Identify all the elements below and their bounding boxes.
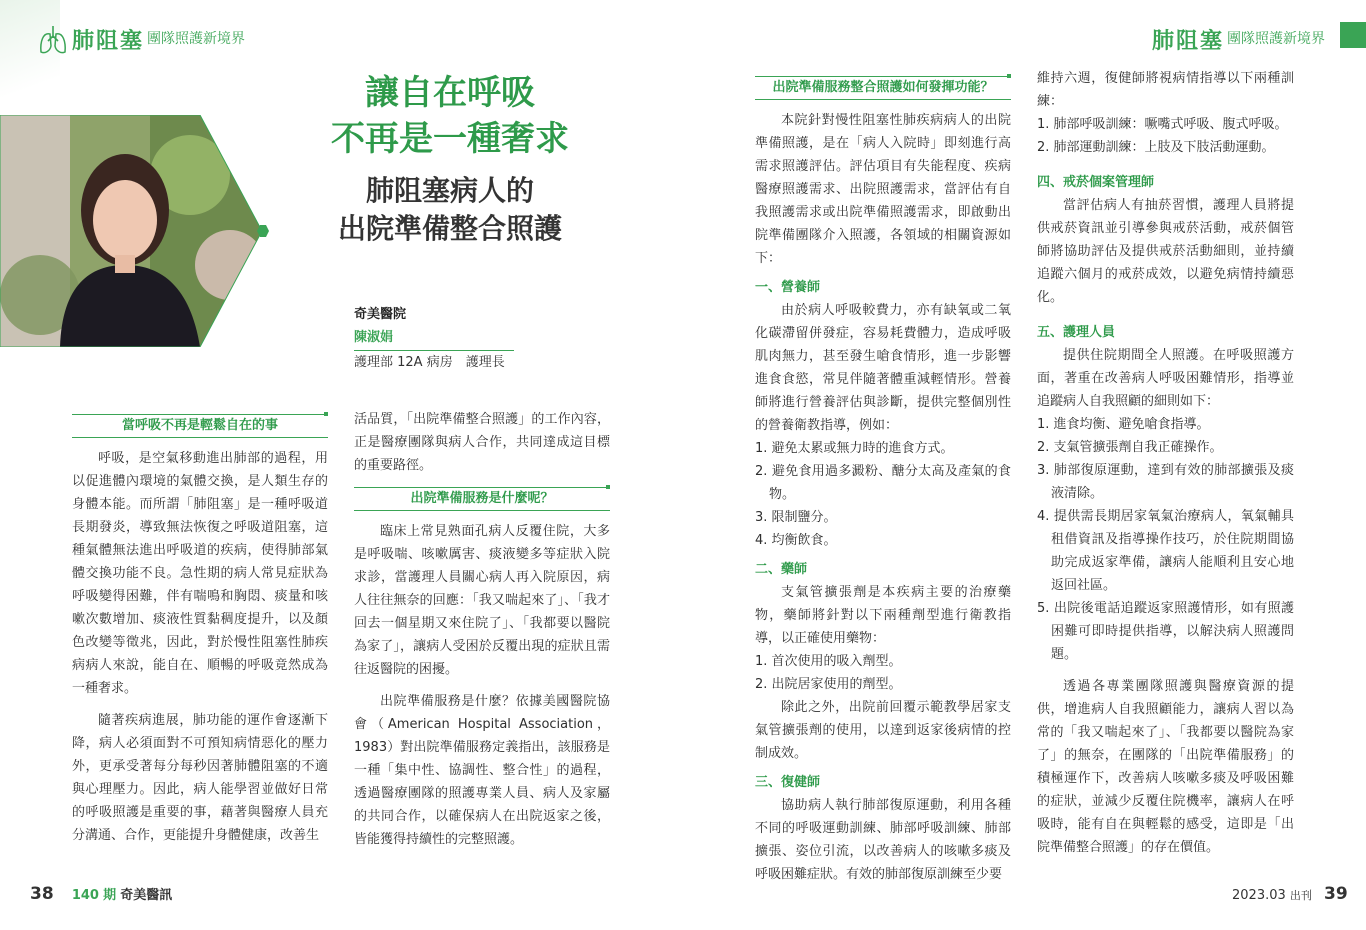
author-name: 陳淑娟 — [354, 326, 514, 351]
paragraph: 由於病人呼吸較費力，亦有缺氧或二氧化碳滯留併發症，容易耗費體力，造成呼吸肌肉無力，甚至發生嗆食情形，進一步影響進食食慾，常見伴隨著體重減輕情形。營養師將進行營養評估與診斷，提供完整個別性的營養衛教指導，例如： — [755, 303, 1011, 433]
subtitle-line-2: 出院準備整合照護 — [337, 212, 562, 245]
author-photo — [0, 115, 262, 347]
left-header — [0, 20, 300, 60]
section-heading: 出院準備服務是什麼呢？ — [354, 487, 610, 511]
title-line-2: 不再是一種奢求 — [331, 119, 569, 159]
author-title: 護理部 12A 病房 護理長 — [354, 355, 505, 370]
list-item: 3. 限制鹽分。 — [755, 510, 837, 525]
footer-left — [30, 884, 172, 904]
list-item: 1. 避免太累或無力時的進食方式。 — [755, 441, 954, 456]
subheading-nurses: 五、護理人員 — [1037, 325, 1116, 340]
paragraph: 出院準備服務是什麼？依據美國醫院協會（American Hospital Association，1983）對出院準備服務定義指出，該服務是一種「集中性、協調性、整合性」的過程，透過醫療團隊的照護專業人員、病人及家屬的共同合作，以確保病人在出院返家之後，皆能獲得持續性的完整照護。 — [354, 694, 610, 847]
brand-title: 肺阻塞 — [72, 28, 145, 54]
subheading-smoking: 四、戒菸個案管理師 — [1037, 175, 1155, 190]
column-3 — [755, 70, 1011, 886]
list-item: 1. 進食均衡、避免嗆食指導。 — [1037, 417, 1210, 432]
column-4 — [1037, 67, 1294, 859]
issue-number: 140 — [71, 888, 99, 903]
author-org: 奇美醫院 — [354, 307, 407, 322]
section-heading: 當呼吸不再是輕鬆自在的事 — [72, 414, 328, 438]
publish-date: 2023.03 — [1232, 888, 1286, 903]
paragraph: 臨床上常見熟面孔病人反覆住院，大多是呼吸喘、咳嗽厲害、痰液變多等症狀入院求診，當護理人員關心病人再入院原因，病人往往無奈的回應：「我又喘起來了」、「我才回去一個星期又來住院了」、「我都要以醫院為家了」，讓病人受困於反覆出現的症狀且需往返醫院的困擾。 — [354, 524, 610, 677]
brand-title-right: 肺阻塞 — [1152, 28, 1225, 54]
paragraph: 協助病人執行肺部復原運動，利用各種不同的呼吸運動訓練、肺部呼吸訓練、肺部擴張、姿位引流，以改善病人的咳嗽多痰及呼吸困難症狀。有效的肺部復原訓練至少要 — [755, 798, 1011, 882]
subheading-dietitian: 一、營養師 — [755, 280, 821, 295]
paragraph: 維持六週，復健師將視病情指導以下兩種訓練： — [1037, 71, 1294, 109]
paragraph: 隨著疾病進展，肺功能的運作會逐漸下降，病人必須面對不可預知病情惡化的壓力外，更承受著每分每秒因著肺體阻塞的不適與心理壓力。因此，病人能學習並做好日常的呼吸照護是重要的事，藉著與醫療人員充分溝通、合作，更能提升身體健康，改善生 — [72, 713, 328, 843]
page-number-right: 39 — [1324, 884, 1348, 904]
subtitle-line-1: 肺阻塞病人的 — [365, 174, 534, 207]
publish-unit: 出刊 — [1289, 889, 1312, 902]
footer-right — [1232, 884, 1348, 904]
paragraph: 支氣管擴張劑是本疾病主要的治療藥物，藥師將針對以下兩種劑型進行衛教指導，以正確使用藥物： — [755, 585, 1011, 646]
paragraph: 提供住院期間全人照護。在呼吸照護方面，著重在改善病人呼吸困難情形，指導並追蹤病人自我照顧的細則如下： — [1037, 348, 1294, 409]
lung-icon — [38, 24, 68, 56]
author-block — [354, 303, 514, 374]
column-2 — [354, 408, 610, 851]
list-item: 1. 首次使用的吸入劑型。 — [755, 654, 902, 669]
paragraph: 本院針對慢性阻塞性肺疾病病人的出院準備照護，是在「病人入院時」即刻進行高需求照護評估。評估項目有失能程度、疾病醫療照護需求、出院照護需求，當評估有自我照護需求或出院準備照護需求，即啟動出院準備團隊介入照護，各領域的相關資源如下： — [755, 113, 1011, 266]
paragraph: 呼吸，是空氣移動進出肺部的過程，用以促進體內環境的氣體交換，是人類生存的身體本能。而所謂「肺阻塞」是一種呼吸道長期發炎，導致無法恢復之呼吸道阻塞，這種氣體無法進出呼吸道的疾病，使得肺部氣體交換功能不良。急性期的病人常見症狀為呼吸變得困難，伴有喘鳴和胸悶、痰量和咳嗽次數增加、痰液性質黏稠度提升，以及顏色改變等徵兆，因此，對於慢性阻塞性肺疾病病人來說，能自在、順暢的呼吸竟然成為一種奢求。 — [72, 451, 328, 696]
list-item: 2. 出院居家使用的劑型。 — [755, 677, 902, 692]
list-item: 4. 提供需長期居家氧氣治療病人，氧氣輔具租借資訊及指導操作技巧，於住院期間協助完成返家準備，讓病人能順利且安心地返回社區。 — [1037, 509, 1294, 593]
paragraph: 當評估病人有抽菸習慣，護理人員將提供戒菸資訊並引導參與戒菸活動，戒菸個管師將協助評估及提供戒菸活動細則，並持續追蹤六個月的戒菸成效，以避免病情持續惡化。 — [1037, 198, 1294, 305]
header-accent-bar — [1340, 22, 1366, 48]
magazine-name: 奇美醫訊 — [120, 888, 173, 903]
subheading-rehab: 三、復健師 — [755, 775, 821, 790]
paragraph: 除此之外，出院前回覆示範教學居家支氣管擴張劑的使用，以達到返家後病情的控制成效。 — [755, 700, 1011, 761]
list-item: 1. 肺部呼吸訓練：噘嘴式呼吸、腹式呼吸。 — [1037, 117, 1288, 132]
paragraph: 活品質，「出院準備整合照護」的工作內容，正是醫療團隊與病人合作，共同達成這目標的重要路徑。 — [354, 412, 610, 473]
corner-decoration — [0, 0, 60, 120]
list-item: 5. 出院後電話追蹤返家照護情形，如有照護困難可即時提供指導，以解決病人照護問題。 — [1037, 601, 1294, 662]
brand-tagline: 團隊照護新境界 — [147, 31, 245, 47]
subheading-pharmacist: 二、藥師 — [755, 562, 808, 577]
section-heading: 出院準備服務整合照護如何發揮功能？ — [755, 76, 1011, 100]
page-number-left: 38 — [30, 884, 54, 904]
title-line-1: 讓自在呼吸 — [365, 73, 535, 113]
list-item: 2. 支氣管擴張劑自我正確操作。 — [1037, 440, 1223, 455]
list-item: 3. 肺部復原運動，達到有效的肺部擴張及痰液清除。 — [1037, 463, 1294, 501]
paragraph: 透過各專業團隊照護與醫療資源的提供，增進病人自我照顧能力，讓病人習以為常的「我又喘起來了」、「我都要以醫院為家了」的無奈，在團隊的「出院準備服務」的積極運作下，改善病人咳嗽多痰及呼吸困難的症狀，並減少反覆住院機率，讓病人在呼吸時，能有自在與輕鬆的感受，這即是「出院準備整合照護」的存在價值。 — [1037, 679, 1294, 855]
brand-tagline-right: 團隊照護新境界 — [1227, 31, 1325, 47]
list-item: 4. 均衡飲食。 — [755, 533, 837, 548]
issue-unit: 期 — [103, 888, 117, 903]
column-1 — [72, 408, 328, 847]
list-item: 2. 避免食用過多澱粉、醣分太高及產氣的食物。 — [755, 464, 1011, 502]
list-item: 2. 肺部運動訓練：上肢及下肢活動運動。 — [1037, 140, 1275, 155]
